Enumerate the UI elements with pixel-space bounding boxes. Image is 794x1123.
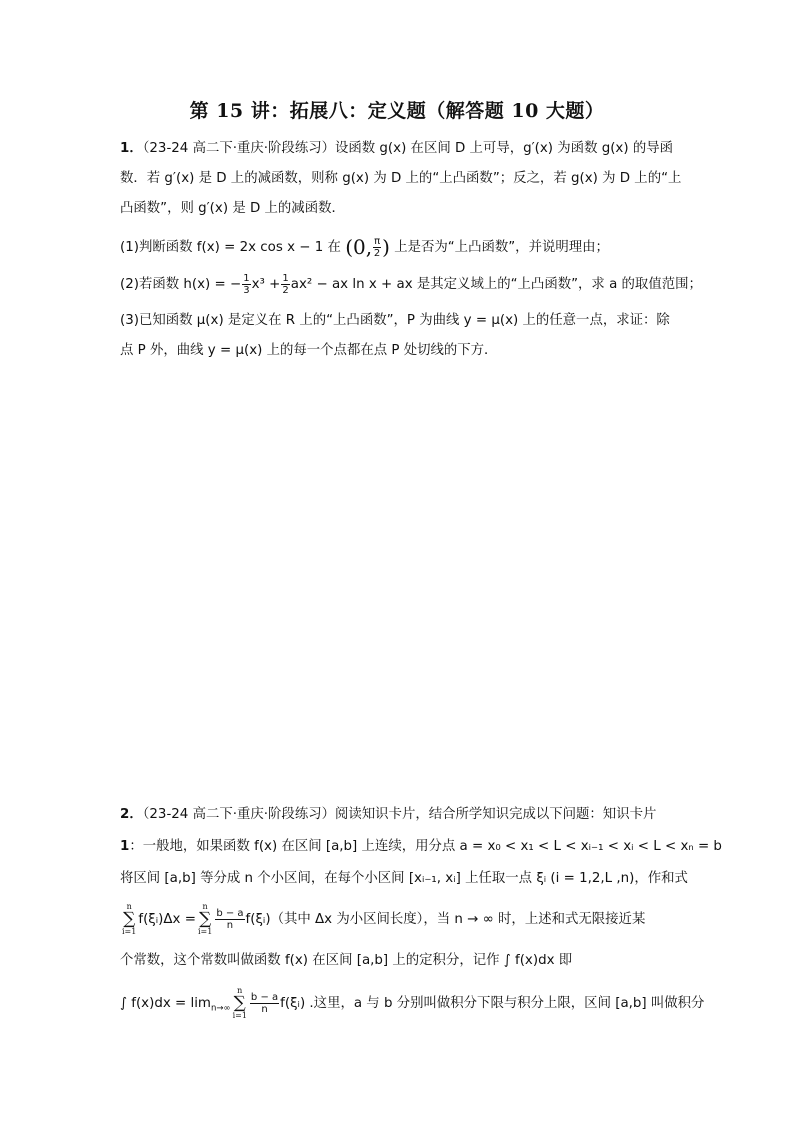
question-1 [120,134,702,366]
q1-part-1-label: (1) [120,240,139,255]
q1-part-2-fraction-1 [242,273,250,296]
q2-line-6 [120,984,705,1024]
q1-line-1 [120,134,680,164]
q2-sigma-1-bottom: i=1 [122,927,137,936]
q2-sigma-2: n ∑ i=1 [197,902,213,936]
q1-line-1-text: 设函数 g(x) 在区间 D 上可导，g′(x) 为函数 g(x) 的导函 [335,141,674,156]
q1-part-2 [120,268,702,302]
q1-part-1 [120,230,680,264]
q2-line-5: 个常数，这个常数叫做函数 f(x) 在区间 [a,b] 上的定积分，记作 ∫ f(x)dx 即 [120,953,573,968]
q1-part-1-fraction [373,236,381,259]
q1-part-2-text-c: ax² − ax ln x + ax 是其定义域上的“上凸函数”，求 a 的取值范围； [290,277,702,292]
q2-line-3: 将区间 [a,b] 等分成 n 个小区间，在每个小区间 [xᵢ₋₁, xᵢ] 上任取一点 ξᵢ (i = 1,2,L ,n)，作和式 [120,871,688,886]
q2-sigma-3: n ∑ i=1 [232,986,247,1020]
q1-part-1-text-a: 判断函数 f(x) = 2x cos x − 1 在 [138,240,341,255]
q2-line-6-frac-den: n [261,1003,268,1015]
q2-line-2 [120,832,722,862]
q1-part-2-frac1-num: 1 [243,272,250,284]
q2-line-6-frac-num: b − a [250,991,279,1003]
q1-part-2-frac2-den: 2 [282,284,289,296]
q2-sigma-2-top: n [202,902,208,911]
q2-sigma-2-bottom: i=1 [197,927,213,936]
q2-line-4 [120,900,680,940]
q2-sigma-1-top: n [126,902,132,911]
q1-part-3 [120,306,680,336]
q1-part-2-text-b: x³ + [251,277,281,292]
q2-line-4-fraction [215,908,244,931]
q2-line-6-tail: f(ξᵢ) .这里，a 与 b 分别叫做积分下限与积分上限，区间 [a,b] 叫做积分 [280,996,705,1011]
q2-line-6-fraction [250,992,279,1015]
q1-part-2-label: (2) [120,277,139,292]
q1-number: 1． [120,141,143,156]
q2-line-4-text: （其中 Δx 为小区间长度），当 n → ∞ 时，上述和式无限接近某 [270,912,646,927]
q1-part-2-frac1-den: 3 [243,284,250,296]
q1-part-1-two: 2 [373,247,381,259]
q1-part-3-label: (3) [120,313,139,328]
q2-sum-2: f(ξᵢ) [245,912,271,927]
q2-limit-sub: n→∞ [210,1003,231,1014]
q1-part-1-pi: π [374,235,381,247]
q1-source: （23-24 高二下·重庆·阶段练习） [142,141,335,156]
q1-part-3-line-2: 点 P 外，曲线 y = μ(x) 上的每一个点都在点 P 处切线的下方． [120,343,498,358]
q1-line-3: 凸函数”，则 g′(x) 是 D 上的减函数． [120,201,345,216]
q1-part-2-text-a: 若函数 h(x) = − [138,277,242,292]
q2-number: 2． [120,807,143,822]
question-2 [120,800,722,1024]
q2-line-1-text: 阅读知识卡片，结合所学知识完成以下问题：知识卡片 [335,807,657,822]
q2-card-number: 1 [120,839,130,854]
q1-part-1-interval-open: (0, [345,235,373,259]
q2-sum-1: f(ξᵢ)Δx = [138,912,196,927]
q1-part-1-text-b: 上是否为“上凸函数”，并说明理由； [394,240,609,255]
q1-part-1-interval-close: ) [382,235,390,259]
q2-sigma-1: n ∑ i=1 [122,902,137,936]
q1-part-2-fraction-2 [281,273,289,296]
page-title: 第 15 讲：拓展八：定义题（解答题 10 大题） [189,100,605,122]
q1-part-3-text-a: 已知函数 μ(x) 是定义在 R 上的“上凸函数”，P 为曲线 y = μ(x) 上的任意一点，求证：除 [138,313,670,328]
q2-integral: ∫ f(x)dx = lim [120,996,211,1011]
q2-line-4-frac-den: n [226,919,234,931]
q2-sigma-3-top: n [237,986,243,995]
q2-line-2-text: ：一般地，如果函数 f(x) 在区间 [a,b] 上连续，用分点 a = x₀ < x₁ < L < xᵢ₋₁ < xᵢ < L < xₙ = b [129,839,722,854]
q2-line-1 [120,800,680,830]
q2-source: （23-24 高二下·重庆·阶段练习） [142,807,335,822]
q1-part-2-frac2-num: 1 [282,272,289,284]
q1-line-2: 数．若 g′(x) 是 D 上的减函数，则称 g(x) 为 D 上的“上凸函数”；反之，若 g(x) 为 D 上的“上 [120,171,682,186]
q2-line-4-frac-num: b − a [216,907,244,919]
q2-sigma-3-bottom: i=1 [232,1011,247,1020]
